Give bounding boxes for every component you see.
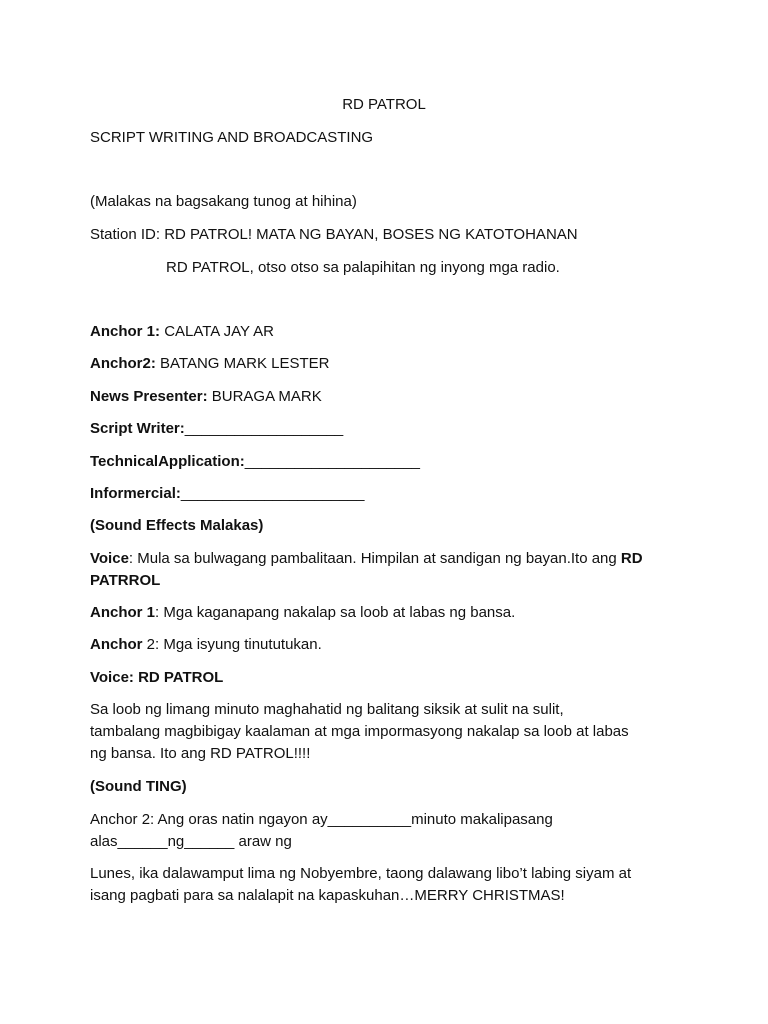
credit-label: TechnicalApplication — [90, 453, 240, 470]
credit-anchor-1: Anchor 1: CALATA JAY AR — [90, 323, 274, 340]
credit-script-writer: Script Writer:___________________ — [90, 420, 344, 437]
page-subtitle: SCRIPT WRITING AND BROADCASTING — [90, 129, 374, 146]
station-id-line — [90, 225, 578, 245]
speaker-label: Anchor 1 — [90, 604, 156, 621]
anchor-2-line: Anchor 2: Mga isyung tinututukan. — [90, 636, 322, 653]
speaker-label: Voice — [90, 550, 129, 567]
credit-label: Script Writer — [90, 420, 180, 437]
station-id-label: Station ID: — [90, 226, 165, 243]
credit-news-presenter: News Presenter: BURAGA MARK — [90, 388, 322, 405]
closing-line-2: isang pagbati para sa nalalapit na kapaskuhan…MERRY CHRISTMAS! — [90, 887, 565, 904]
closing-line-1: Lunes, ika dalawamput lima ng Nobyembre, taong dalawang libo’t labing siyam at — [90, 865, 632, 882]
credit-label: Anchor2 — [90, 355, 151, 372]
credit-value: BURAGA MARK — [211, 388, 322, 405]
credit-anchor-2: Anchor2: BATANG MARK LESTER — [90, 355, 330, 372]
credit-value: CALATA JAY AR — [164, 323, 274, 340]
anchor-2-time-line-1: Anchor 2: Ang oras natin ngayon ay__________minuto makalipasang — [90, 811, 553, 828]
credit-label: Informercial — [90, 485, 176, 502]
station-id-text: RD PATROL! MATA NG BAYAN, BOSES NG KATOTOHANAN — [164, 226, 578, 243]
credit-label: News Presenter — [90, 388, 203, 405]
paragraph-line-1: Sa loob ng limang minuto maghahatid ng balitang siksik at sulit na sulit, — [90, 701, 564, 718]
sound-ting-cue: (Sound TING) — [90, 778, 187, 795]
credit-blank: ______________________ — [180, 485, 365, 502]
credit-blank: ___________________ — [184, 420, 344, 437]
credit-technical-application: TechnicalApplication:_____________________ — [90, 453, 420, 470]
intro-sound-cue: (Malakas na bagsakang tunog at hihina) — [90, 193, 357, 210]
credit-value: BATANG MARK LESTER — [160, 355, 330, 372]
credit-informercial: Informercial:______________________ — [90, 485, 365, 502]
credit-blank: _____________________ — [244, 453, 420, 470]
paragraph-line-2: tambalang magbibigay kaalaman at mga impormasyong nakalap sa loob at labas — [90, 723, 629, 740]
station-id-line-2: RD PATROL, otso otso sa palapihitan ng inyong mga radio. — [166, 259, 560, 276]
anchor-1-line: Anchor 1: Mga kaganapang nakalap sa loob at labas ng bansa. — [90, 604, 516, 621]
sound-effects-cue: (Sound Effects Malakas) — [90, 517, 264, 534]
voice-line-1-cont: PATRROL — [90, 572, 161, 589]
voice-line-2: Voice: RD PATROL — [90, 669, 224, 686]
speaker-label: Anchor — [90, 636, 143, 653]
paragraph-line-3: ng bansa. Ito ang RD PATROL!!!! — [90, 745, 311, 762]
voice-line-1: Voice: Mula sa bulwagang pambalitaan. Himpilan at sandigan ng bayan.Ito ang RD — [90, 550, 643, 567]
credit-label: Anchor 1 — [90, 323, 156, 340]
page-title: RD PATROL — [342, 96, 426, 113]
anchor-2-time-line-2: alas______ng______ araw ng — [90, 833, 292, 850]
